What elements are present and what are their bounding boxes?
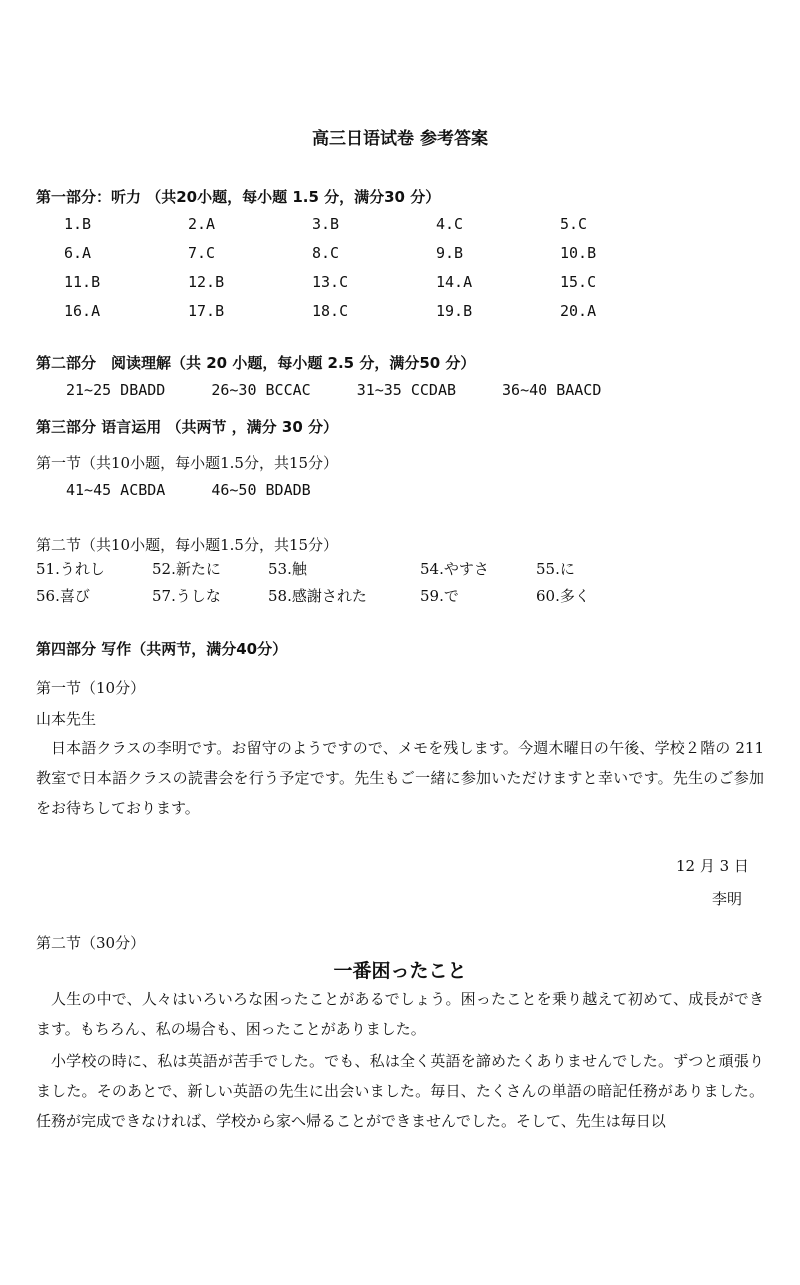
part1-answer-grid (64, 215, 684, 331)
answer-cell: 57.うしな (152, 587, 221, 605)
answer-cell: 53.触 (268, 560, 307, 578)
answer-code: 26~30 BCCAC (211, 381, 311, 399)
answer-code: 36~40 BAACD (502, 381, 602, 399)
part3-heading: 第三部分 语言运用 （共两节 ，满分 30 分） (36, 418, 338, 436)
answer-cell: 6.A (64, 244, 92, 262)
part3-section2-label: 第二节（共10小题，每小题1.5分，共15分） (36, 536, 339, 554)
answer-cell: 19.B (436, 302, 473, 320)
answer-cell: 15.C (560, 273, 597, 291)
answer-code: 21~25 DBADD (66, 381, 166, 399)
answer-cell: 2.A (188, 215, 216, 233)
answer-cell: 51.うれし (36, 560, 105, 578)
answer-cell: 11.B (64, 273, 101, 291)
answer-row (36, 585, 676, 612)
memo-body: 日本語クラスの李明です。お留守のようですので、メモを残します。今週木曜日の午後、学校２階の 211 教室で日本語クラスの読書会を行う予定です。先生もご一緒に参加いただけますと幸いです。先生のご参加をお待ちしております。 (36, 739, 764, 817)
answer-cell: 59.で (420, 587, 459, 605)
part2-answer-codes (66, 381, 647, 399)
answer-cell: 56.喜び (36, 587, 90, 605)
answer-cell: 55.に (536, 560, 575, 578)
answer-cell: 4.C (436, 215, 464, 233)
answer-row (36, 558, 676, 585)
memo-salutation: 山本先生 (36, 710, 97, 728)
answer-cell: 18.C (312, 302, 349, 320)
answer-row (64, 302, 684, 331)
part4-section2-label: 第二节（30分） (36, 934, 146, 952)
part3-section1-label: 第一节（共10小题，每小题1.5分，共15分） (36, 454, 339, 472)
answer-cell: 8.C (312, 244, 340, 262)
answer-row (64, 273, 684, 302)
memo-signature: 李明 (712, 890, 743, 908)
answer-code: 31~35 CCDAB (356, 381, 457, 399)
answer-cell: 9.B (436, 244, 464, 262)
answer-row (64, 244, 684, 273)
essay-paragraph: 小学校の時に、私は英語が苦手でした。でも、私は全く英語を諦めたくありませんでした。ずつと頑張りました。そのあとで、新しい英語の先生に出会いました。毎日、たくさんの単語の暗記任務がありました。任務が完成できなければ、学校から家へ帰ることができませんでした。そして、先生は毎日以 (36, 1052, 764, 1130)
answer-cell: 10.B (560, 244, 597, 262)
answer-code: 41~45 ACBDA (66, 481, 166, 499)
part4-section1-label: 第一节（10分） (36, 679, 146, 697)
answer-cell: 13.C (312, 273, 349, 291)
answer-cell: 20.A (560, 302, 597, 320)
answer-cell: 3.B (312, 215, 340, 233)
answer-cell: 1.B (64, 215, 92, 233)
part4-heading: 第四部分 写作（共两节，满分40分） (36, 640, 288, 658)
answer-cell: 17.B (188, 302, 225, 320)
answer-cell: 60.多く (536, 587, 590, 605)
answer-code: 46~50 BDADB (211, 481, 311, 499)
answer-cell: 7.C (188, 244, 216, 262)
answer-row (64, 215, 684, 244)
essay-title: 一番困ったこと (333, 960, 467, 982)
answer-cell: 58.感謝された (268, 587, 367, 605)
page-title: 高三日语试卷 参考答案 (312, 129, 488, 149)
answer-cell: 5.C (560, 215, 588, 233)
answer-cell: 16.A (64, 302, 101, 320)
answer-cell: 54.やすさ (420, 560, 489, 578)
answer-cell: 14.A (436, 273, 473, 291)
part2-heading: 第二部分 阅读理解（共 20 小题，每小题 2.5 分，满分50 分） (36, 354, 476, 372)
part1-heading: 第一部分：听力 （共20小题，每小题 1.5 分，满分30 分） (36, 188, 441, 206)
part3-section1-codes (66, 481, 357, 499)
essay-paragraph: 人生の中で、人々はいろいろな困ったことがあるでしょう。困ったことを乗り越えて初めて、成長ができます。もちろん、私の場合も、困ったことがありました。 (36, 990, 764, 1038)
memo-date: 12 月 3 日 (676, 857, 749, 875)
answer-cell: 52.新たに (152, 560, 221, 578)
part3-section2-grid (36, 558, 676, 612)
answer-cell: 12.B (188, 273, 225, 291)
